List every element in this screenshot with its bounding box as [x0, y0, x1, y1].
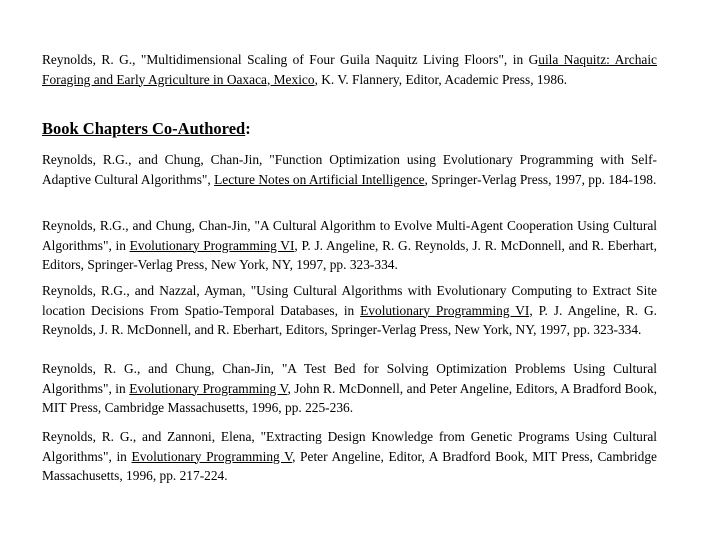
citation-text: Reynolds, R. G., and Zannoni, Elena, "Extracting Design Knowledge from Genetic Programs Using Cultural Algorithms", in — [42, 429, 657, 464]
book-title: Evolutionary Programming VI, — [360, 302, 533, 318]
book-title: Evolutionary Programming VI — [129, 237, 295, 253]
book-title: Lecture Notes on Artificial Intelligence — [214, 171, 425, 187]
section-heading — [42, 119, 251, 139]
citation-text: Reynolds, R. G., and Chung, Chan-Jin, "A Test Bed for Solving Optimization Problems Using Cultural Algorithms", in — [42, 361, 657, 396]
citation-2 — [42, 216, 657, 275]
heading-colon: : — [245, 119, 251, 138]
citation-1 — [42, 150, 657, 189]
citation-text: , Springer-Verlag Press, 1997, pp. 184-198. — [424, 171, 657, 187]
citation-text: P. J. Angeline, R. G. Reynolds, J. R. McDonnell, and R. Eberhart, Editors, Springer-Verlag Press, New York, NY, 1997, pp. 323-334. — [42, 302, 657, 337]
citation-text: Reynolds, R.G., and Chung, Chan-Jin, "Function Optimization using Evolutionary Programming with Self-Adaptive Cultural Algorithms", — [42, 152, 657, 187]
citation-text: Reynolds, R.G., and Nazzal, Ayman, "Using Cultural Algorithms with Evolutionary Computing to Extract Site location Decisions From Spatio-Temporal Databases, in — [42, 283, 657, 318]
citation-4 — [42, 359, 657, 418]
citation-5 — [42, 427, 657, 486]
citation-3 — [42, 281, 657, 340]
citation-text: Reynolds, R.G., and Chung, Chan-Jin, "A Cultural Algorithm to Evolve Multi-Agent Cooperation Using Cultural Algorithms", in — [42, 218, 657, 253]
book-title: uila Naquitz: Archaic Foraging and Early Agriculture in Oaxaca, Mexico — [42, 52, 657, 87]
heading-title: Book Chapters Co-Authored — [42, 119, 246, 138]
book-title: Evolutionary Programming V — [131, 448, 293, 464]
citation-text: , P. J. Angeline, R. G. Reynolds, J. R. McDonnell, and R. Eberhart, Editors, Springer-Verlag Press, New York, NY, 1997, pp. 323-334. — [42, 237, 657, 272]
citation-text: , K. V. Flannery, Editor, Academic Press, 1986. — [314, 71, 568, 87]
citation-guila-naquitz — [42, 50, 657, 89]
book-title: Evolutionary Programming V — [129, 380, 288, 396]
citation-text: Reynolds, R. G., "Multidimensional Scaling of Four Guila Naquitz Living Floors", in G — [42, 52, 539, 67]
citation-text: , John R. McDonnell, and Peter Angeline, Editors, A Bradford Book, MIT Press, Cambridge Massachusetts, 1996, pp. 225-236. — [42, 380, 657, 415]
citation-text: , Peter Angeline, Editor, A Bradford Book, MIT Press, Cambridge Massachusetts, 1996, pp. 217-224. — [42, 448, 657, 483]
